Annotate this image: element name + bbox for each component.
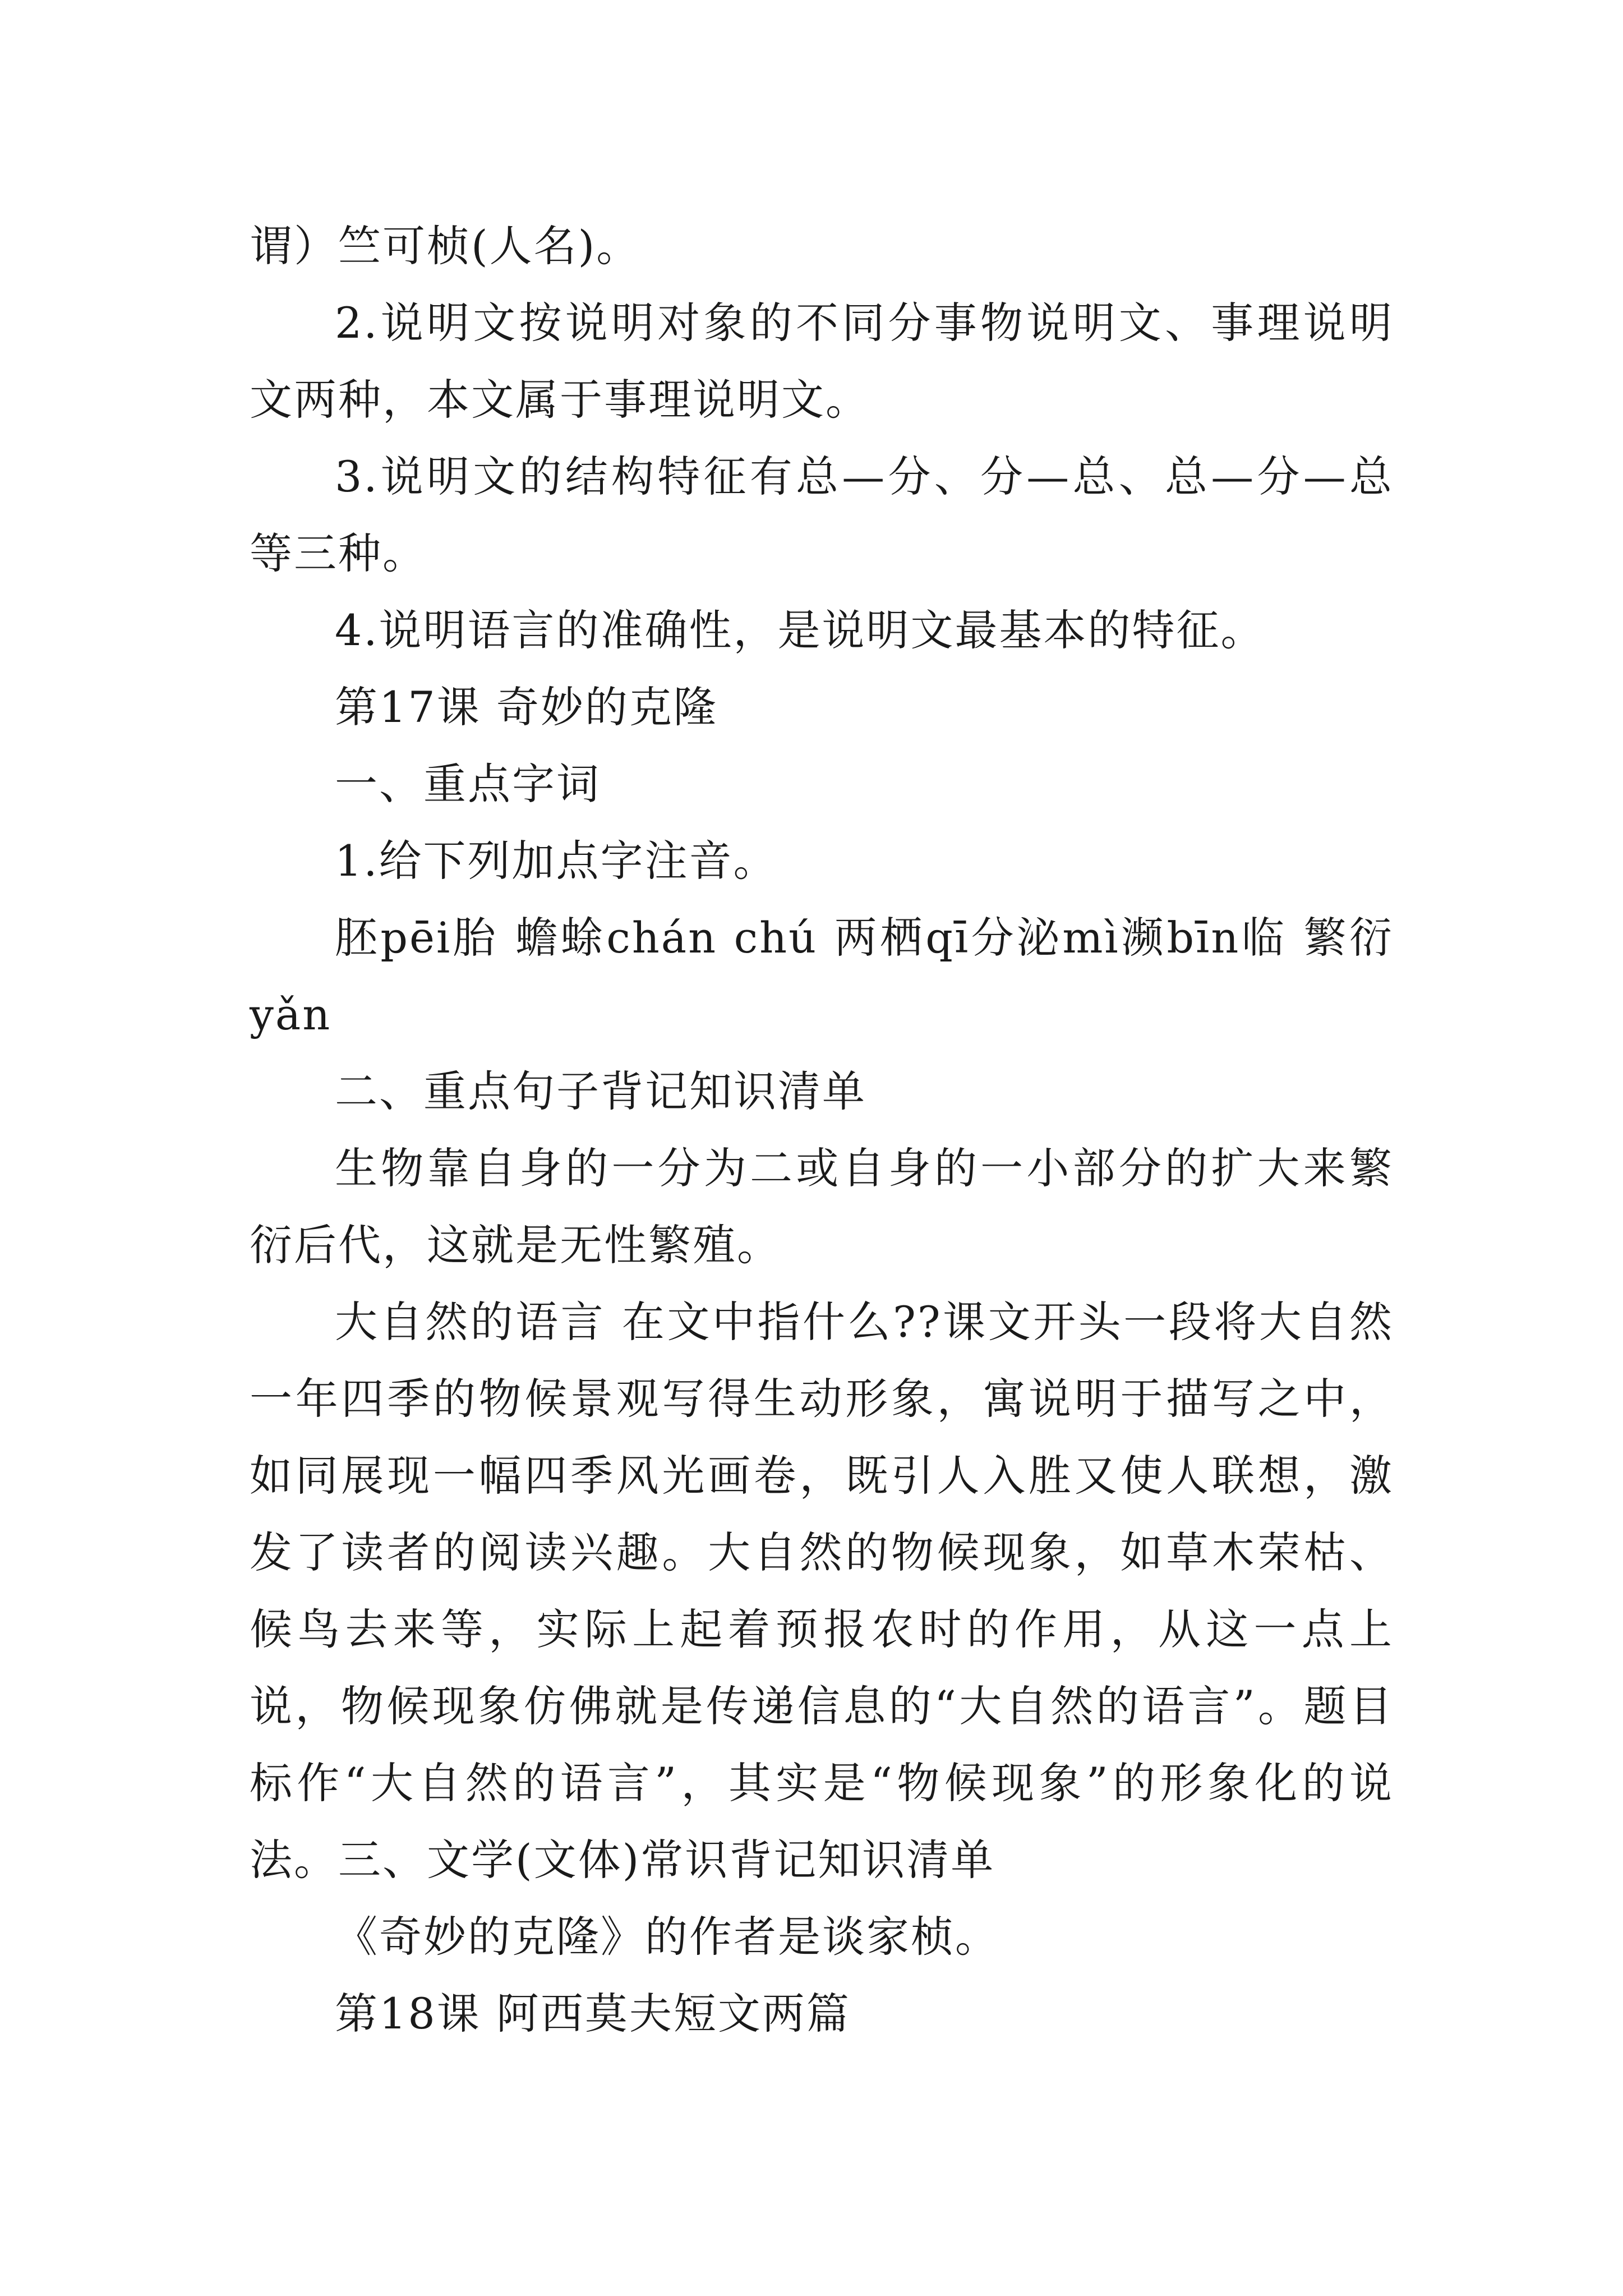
document-body (250, 208, 1394, 2052)
paragraph-1: 谓）竺可桢(人名)。 (250, 221, 641, 271)
paragraph-author: 《奇妙的克隆》的作者是谈家桢。 (335, 1912, 999, 1962)
section-heading-key-words: 一、重点字词 (335, 759, 601, 809)
paragraph-3: 3.说明文的结构特征有总—分、分—总、总—分—总等三种。 (250, 452, 1394, 578)
paragraph-2: 2.说明文按说明对象的不同分事物说明文、事理说明文两种，本文属于事理说明文。 (250, 298, 1394, 425)
lesson-17-heading: 第17课 奇妙的克隆 (335, 682, 718, 732)
pinyin-exercise: 胚pēi胎 蟾蜍chán chú 两栖qī分泌mì濒bīn临 繁衍yǎn (250, 913, 1394, 1039)
paragraph-4: 4.说明语言的准确性，是说明文最基本的特征。 (335, 605, 1265, 655)
lesson-18-heading: 第18课 阿西莫夫短文两篇 (335, 1989, 851, 2039)
section-heading-key-sentences: 二、重点句子背记知识清单 (335, 1066, 866, 1116)
exercise-instruction: 1.给下列加点字注音。 (335, 836, 778, 886)
paragraph-nature-language: 大自然的语言 在文中指什么??课文开头一段将大自然一年四季的物候景观写得生动形象，寓说明于描写之中，如同展现一幅四季风光画卷，既引人入胜又使人联想，激发了读者的阅读兴趣。大自然的物候现象，如草木荣枯、候鸟去来等，实际上起着预报农时的作用，从这一点上说，物候现象仿佛就是传递信息的“大自然的语言”。题目标作“大自然的语言”，其实是“物候现象”的形象化的说法。三、文学(文体)常识背记知识清单 (250, 1297, 1394, 1885)
paragraph-asexual-reproduction: 生物靠自身的一分为二或自身的一小部分的扩大来繁衍后代，这就是无性繁殖。 (250, 1143, 1394, 1270)
